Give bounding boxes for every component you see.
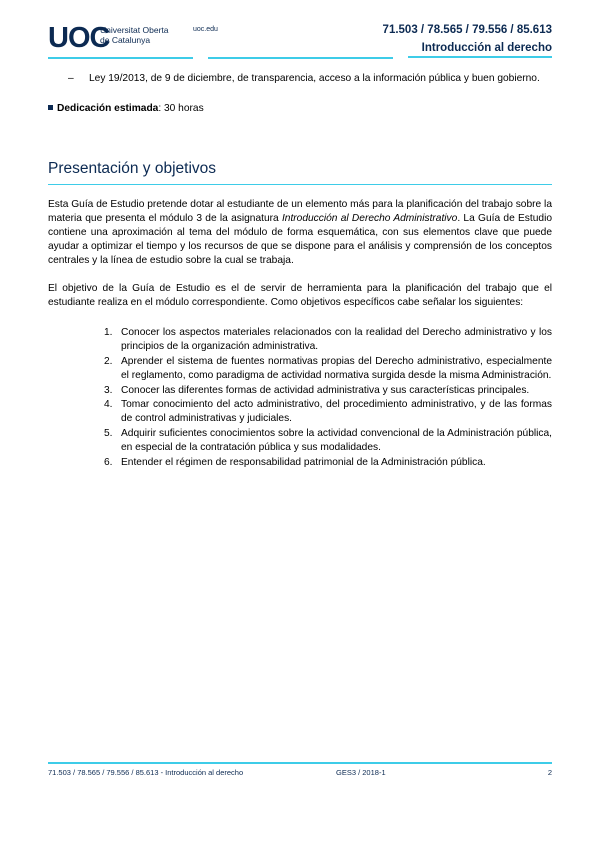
logo-mark: UOC	[48, 22, 110, 54]
university-name: Universitat Oberta de Catalunya	[100, 25, 169, 45]
university-url[interactable]: uoc.edu	[193, 26, 218, 33]
page-number: 2	[547, 768, 552, 777]
course-title: Introducción al derecho	[421, 42, 552, 54]
dedication-label: Dedicación estimada	[57, 103, 159, 114]
footer-code: GES3 / 2018-1	[336, 768, 386, 777]
section-title: Presentación y objetivos	[48, 160, 217, 177]
header-rule-middle	[208, 57, 393, 59]
law-list-item	[48, 72, 552, 86]
subject-title: Introducción al Derecho Administrativo	[281, 213, 458, 224]
objective-paragraph: El objetivo de la Guía de Estudio es el de servir de herramienta para la planificación del trabajo que el estudiante realiza en el módulo correspondiente. Como objetivos específicos cabe señalar los siguientes:	[48, 283, 552, 308]
dedication-line	[48, 102, 552, 116]
header-rule-right	[408, 56, 552, 58]
course-codes: 71.503 / 78.565 / 79.556 / 85.613	[382, 24, 552, 36]
header-rule-left	[48, 57, 193, 59]
dedication-value: : 30 horas	[158, 103, 204, 114]
header-course-info	[383, 22, 552, 57]
list-item: 1. Conocer los aspectos materiales relacionados con la realidad del Derecho administrativo y los principios de la organización administrativa.	[104, 327, 552, 353]
list-item: 2. Aprender el sistema de fuentes normativas propias del Derecho administrativo, especialmente el reglamento, como paradigma de actividad normativa surgida desde la misma Administración.	[104, 355, 552, 382]
objectives-list	[48, 326, 552, 470]
law-text: Ley 19/2013, de 9 de diciembre, de transparencia, acceso a la información pública y buen gobierno.	[89, 73, 540, 84]
footer-course: 71.503 / 78.565 / 79.556 / 85.613 - Introducción al derecho	[48, 768, 244, 777]
page-header	[48, 22, 552, 58]
page-footer	[48, 762, 552, 777]
page-content	[48, 72, 552, 470]
dash-bullet: –	[68, 73, 74, 84]
list-item: 5. Adquirir suficientes conocimientos sobre la actividad convencional de la Administración pública, en especial de la contratación pública y sus modalidades.	[104, 427, 552, 454]
list-item: 4. Tomar conocimiento del acto administrativo, del procedimiento administrativo, y de las formas de control administrativas y judiciales.	[104, 399, 552, 425]
section-rule	[48, 184, 552, 185]
square-bullet-icon	[48, 105, 53, 110]
intro-paragraph: Esta Guía de Estudio pretende dotar al estudiante de un elemento más para la planificación del trabajo sobre la materia que presenta el módulo 3 de la asignatura Introducción al Derecho Administrativo. La Guía de Estudio contiene una aproximación al tema del módulo de forma esquemática, con sus elementos clave que puede ayudar a optimizar el tiempo y los recursos de que se dispone para el análisis y comprensión de los conceptos centrales y la línea de estudio sobre la cual se trabaja.	[48, 199, 552, 266]
list-item: 3. Conocer las diferentes formas de actividad administrativa y sus características principales.	[104, 384, 530, 396]
footer-rule	[48, 762, 552, 764]
list-item: 6. Entender el régimen de responsabilidad patrimonial de la Administración pública.	[104, 456, 486, 468]
